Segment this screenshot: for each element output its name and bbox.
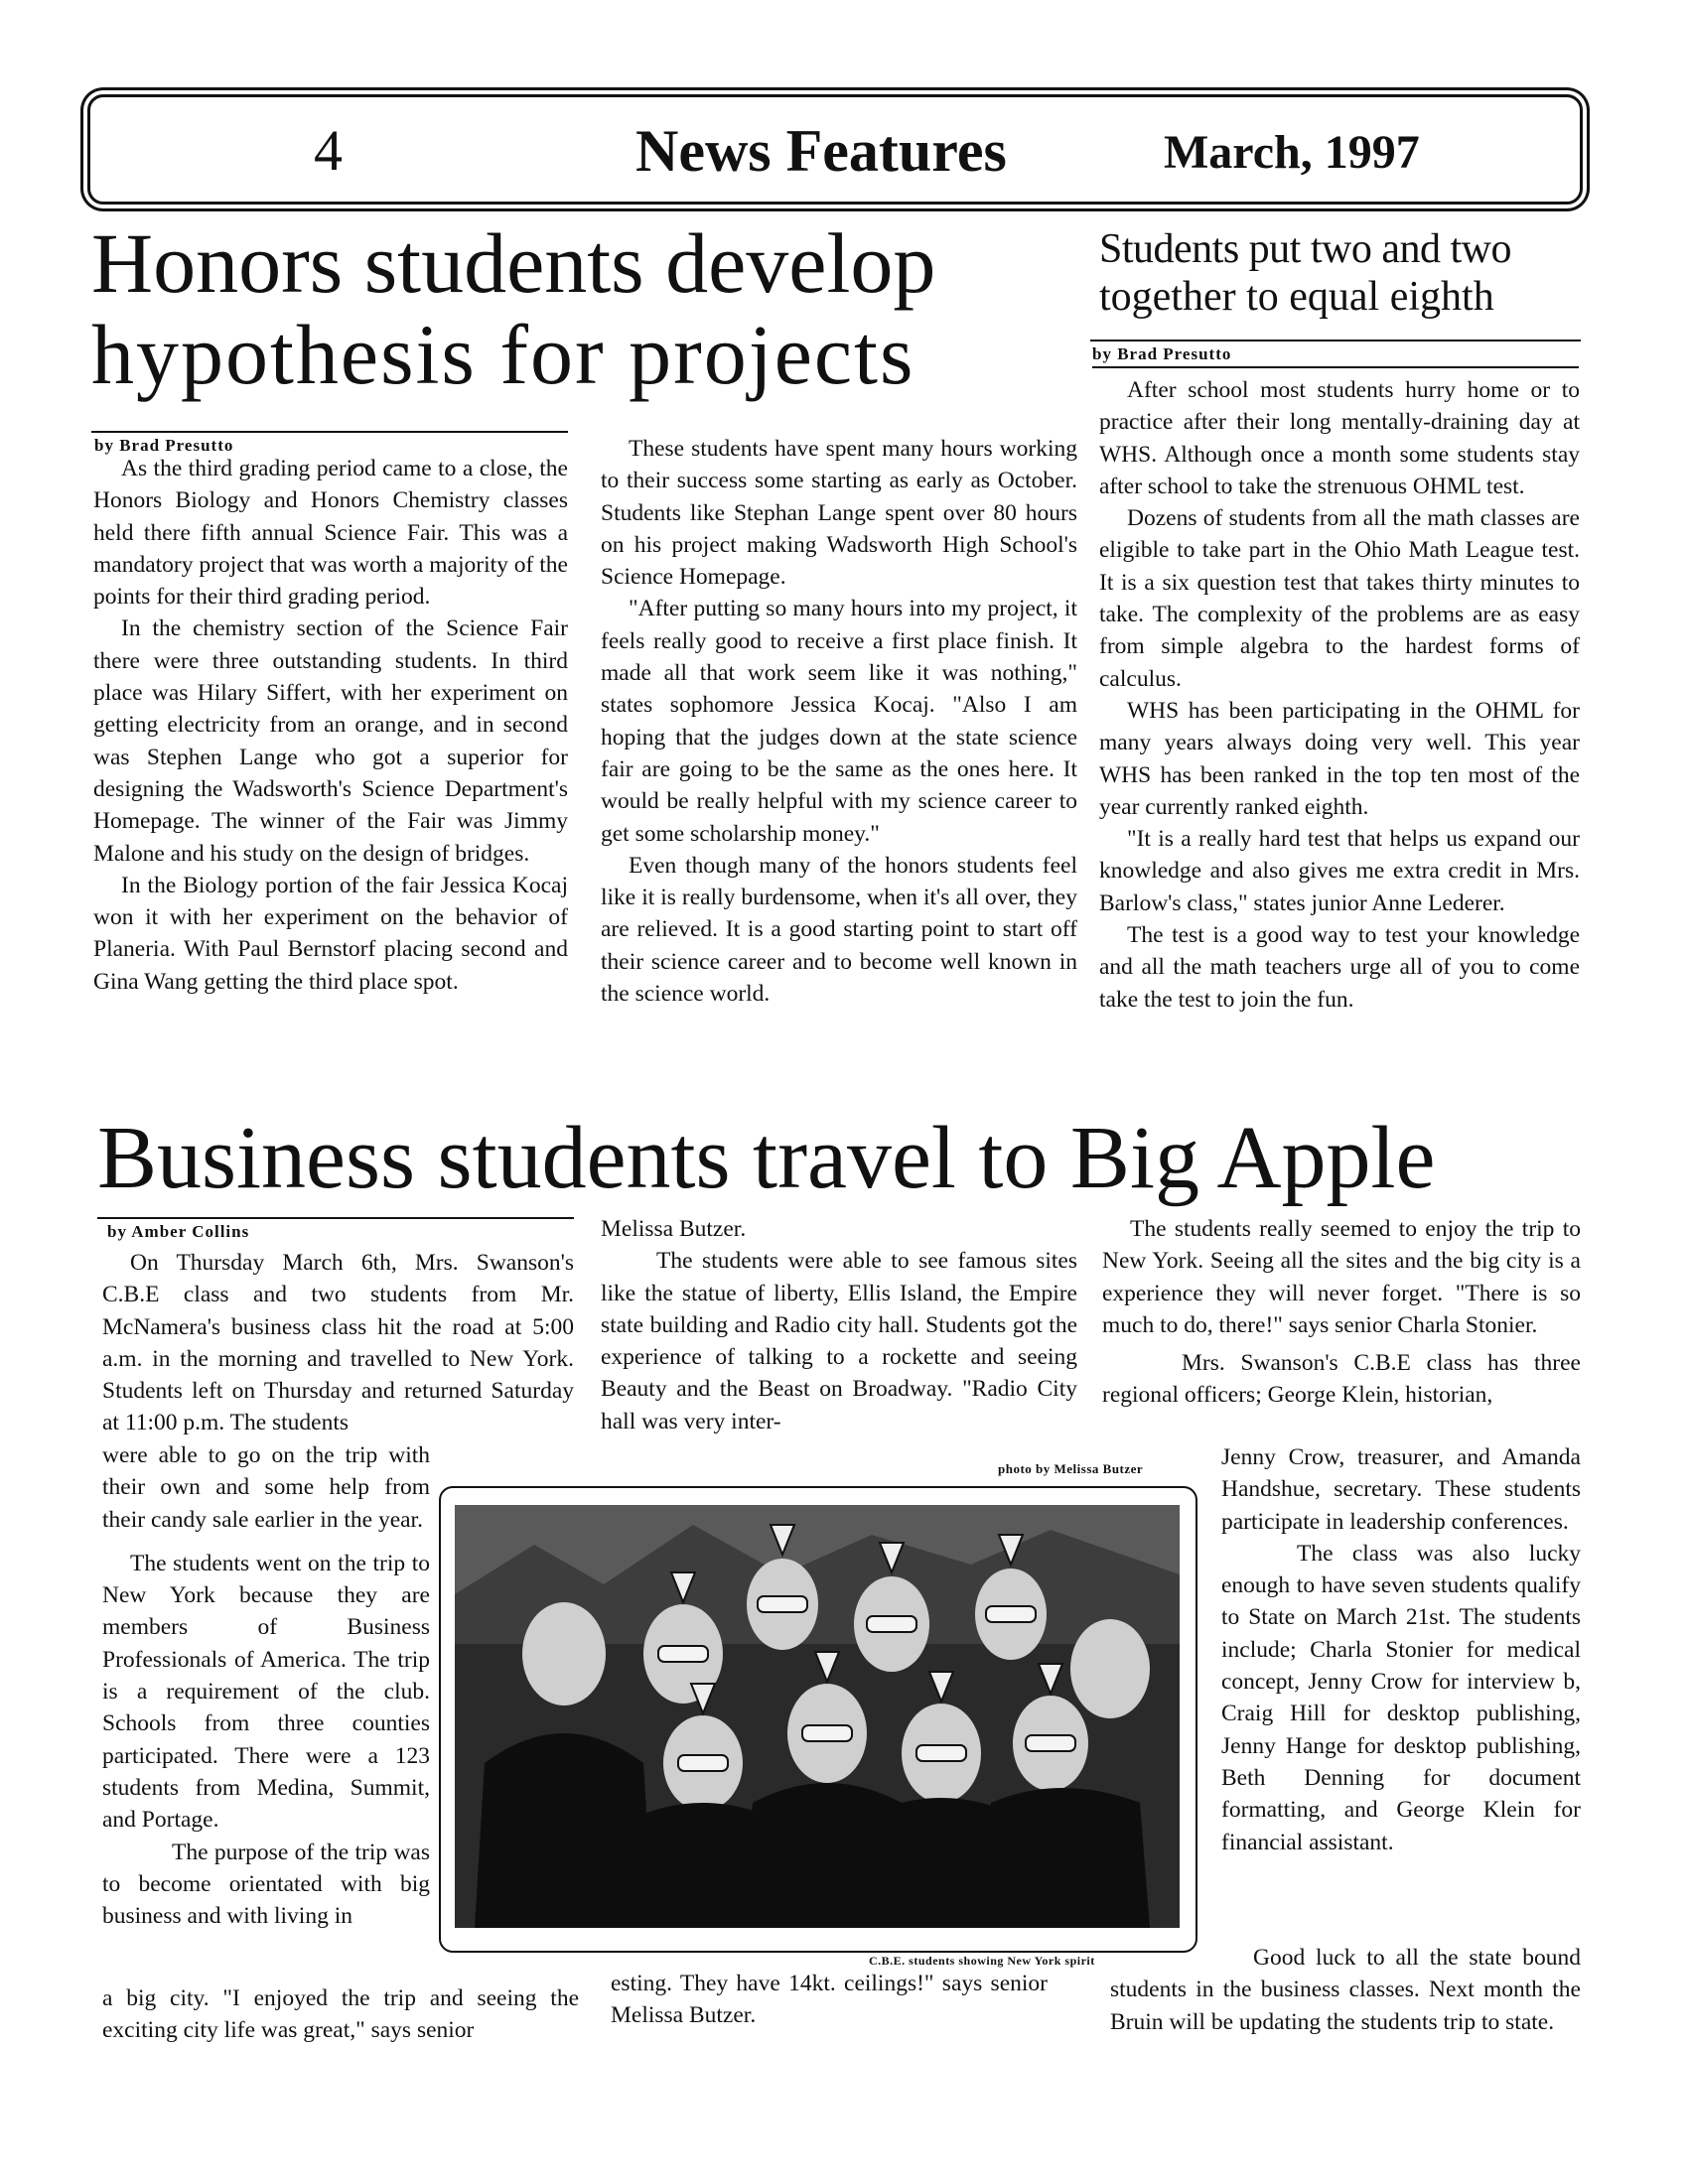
section-title: News Features bbox=[635, 118, 1007, 184]
article3-paragraph: Melissa Butzer. bbox=[601, 1216, 747, 1242]
article1-headline-rule bbox=[91, 431, 568, 433]
article3-paragraph: The purpose of the trip was to become orientated with big business and with living in bbox=[102, 1839, 430, 1930]
article2-paragraph: WHS has been participating in the OHML for many years always doing very well. This year WHS has been ranked in the top ten most of the year currently ranked eighth. bbox=[1099, 697, 1580, 820]
article3-column-1-top bbox=[102, 1247, 574, 1439]
page-number: 4 bbox=[314, 118, 343, 183]
article3-headline-rule bbox=[97, 1217, 574, 1219]
photo-cbe-students bbox=[455, 1505, 1180, 1928]
photo-credit: photo by Melissa Butzer bbox=[998, 1461, 1144, 1476]
article1-paragraph: Even though many of the honors students feel like it is really burdensome, when it's all over, they are relieved. It is a good starting point to start off their science career and to become well known in the science world. bbox=[601, 852, 1077, 1008]
article3-paragraph: The class was also lucky enough to have seven students qualify to State on March 21st. The students include; Charla Stonier for medical concept, Jenny Crow for interview b, Craig Hill for desktop publishing, Jenny Hange for desktop publishing, Beth Denning for document formatting, and George Klein for financial assistant. bbox=[1221, 1540, 1581, 1855]
article1-paragraph: "After putting so many hours into my project, it feels really good to receive a first place finish. It made all that work seem like it was nothing," states sophomore Jessica Kocaj. "Also I am hoping that the judges down at the state science fair are going to be the same as the ones here. It would be really helpful with my science career to get some scholarship money." bbox=[601, 596, 1077, 847]
article2-headline-line2: together to equal eighth bbox=[1099, 274, 1494, 320]
article2-headline-line1: Students put two and two bbox=[1099, 226, 1511, 272]
article3-paragraph: The students were able to see famous sites like the statue of liberty, Ellis Island, the Empire state building and Radio city hall. Students got the experience of talking to a rockette and seeing Beauty and the Beast on Broadway. "Radio City hall was very inter- bbox=[601, 1248, 1077, 1434]
article3-paragraph: Mrs. Swanson's C.B.E class has three regional officers; George Klein, historian, bbox=[1102, 1350, 1581, 1409]
article1-paragraph: In the chemistry section of the Science Fair there were three outstanding students. In third place was Hilary Siffert, with her experiment on getting electricity from an orange, and in second was Stephen Lange who got a superior for designing the Wadsworth's Science Department's Homepage. The winner of the Fair was Jimmy Malone and his study on the design of bridges. bbox=[93, 615, 568, 867]
article3-column-2-top bbox=[601, 1213, 1077, 1437]
article3-column-1-bottom bbox=[102, 1982, 579, 2047]
article1-paragraph: In the Biology portion of the fair Jessica Kocaj won it with her experiment on the behavior of Planeria. With Paul Bernstorf placing second and Gina Wang getting the third place spot. bbox=[93, 872, 568, 995]
article3-paragraph: The students went on the trip to New York because they are members of Business Professionals of America. The trip is a requirement of the club. Schools from three counties participated. There were a 123 students from Medina, Summit, and Portage. bbox=[102, 1550, 430, 1834]
article3-headline: Business students travel to Big Apple bbox=[97, 1109, 1436, 1207]
article3-paragraph: Jenny Crow, treasurer, and Amanda Handshue, secretary. These students participate in leadership conferences. bbox=[1221, 1444, 1581, 1535]
article2-paragraph: After school most students hurry home or to practice after their long mentally-draining day at WHS. Although once a month some students stay after school to take the strenuous OHML test. bbox=[1099, 377, 1580, 499]
article2-headline bbox=[1099, 228, 1596, 318]
article2-paragraph: Dozens of students from all the math classes are eligible to take part in the Ohio Math League test. It is a six question test that takes thirty minutes to take. The complexity of the problems are as easy from simple algebra to the hardest forms of calculus. bbox=[1099, 505, 1580, 692]
article1-headline-line2: hypothesis for projects bbox=[91, 307, 915, 402]
article2-headline-rule bbox=[1090, 340, 1581, 341]
article1-paragraph: As the third grading period came to a close, the Honors Biology and Honors Chemistry classes held there fifth annual Science Fair. This was a mandatory project that was worth a majority of the points for their third grading period. bbox=[93, 456, 568, 611]
article1-byline: by Brad Presutto bbox=[94, 436, 234, 455]
article3-column-2-bottom bbox=[611, 1968, 1048, 2032]
article3-paragraph: On Thursday March 6th, Mrs. Swanson's C.B.E class and two students from Mr. McNamera's business class hit the road at 5:00 a.m. in the morning and travelled to New York. Students left on Thursday and returned Saturday at 11:00 p.m. The students bbox=[102, 1250, 574, 1436]
article1-column-2 bbox=[601, 433, 1077, 1010]
article3-byline: by Amber Collins bbox=[107, 1222, 250, 1241]
article3-column-3-wrap bbox=[1221, 1441, 1581, 1858]
issue-date: March, 1997 bbox=[1164, 126, 1420, 179]
article3-paragraph: Good luck to all the state bound students in the business classes. Next month the Bruin will be updating the students trip to state. bbox=[1110, 1945, 1581, 2035]
photo-image bbox=[455, 1505, 1180, 1928]
article2-byline: by Brad Presutto bbox=[1092, 343, 1579, 368]
article3-column-3-top bbox=[1102, 1213, 1581, 1412]
article2-paragraph: "It is a really hard test that helps us expand our knowledge and also gives me extra credit in Mrs. Barlow's class," states junior Anne Lederer. bbox=[1099, 826, 1580, 916]
article3-paragraph: esting. They have 14kt. ceilings!" says senior Melissa Butzer. bbox=[611, 1971, 1048, 2029]
article2-paragraph: The test is a good way to test your knowledge and all the math teachers urge all of you to come take the test to join the fun. bbox=[1099, 922, 1580, 1013]
article1-headline-line1: Honors students develop bbox=[91, 215, 936, 311]
article3-column-1-wrap bbox=[102, 1439, 430, 1932]
article3-paragraph: a big city. "I enjoyed the trip and seeing the exciting city life was great," says senior bbox=[102, 1985, 579, 2044]
article2-body bbox=[1099, 374, 1580, 1016]
article3-paragraph: The students really seemed to enjoy the trip to New York. Seeing all the sites and the big city is a experience they will never forget. "There is so much to do, there!" says senior Charla Stonier. bbox=[1102, 1216, 1581, 1338]
article1-paragraph: These students have spent many hours working to their success some starting as early as October. Students like Stephan Lange spent over 80 hours on his project making Wadsworth High School's Science Homepage. bbox=[601, 436, 1077, 591]
article3-paragraph: were able to go on the trip with their own and some help from their candy sale earlier in the year. bbox=[102, 1442, 430, 1533]
photo-caption: C.B.E. students showing New York spirit bbox=[869, 1954, 1095, 1968]
article1-column-1 bbox=[93, 453, 568, 998]
article1-headline bbox=[91, 215, 1074, 402]
